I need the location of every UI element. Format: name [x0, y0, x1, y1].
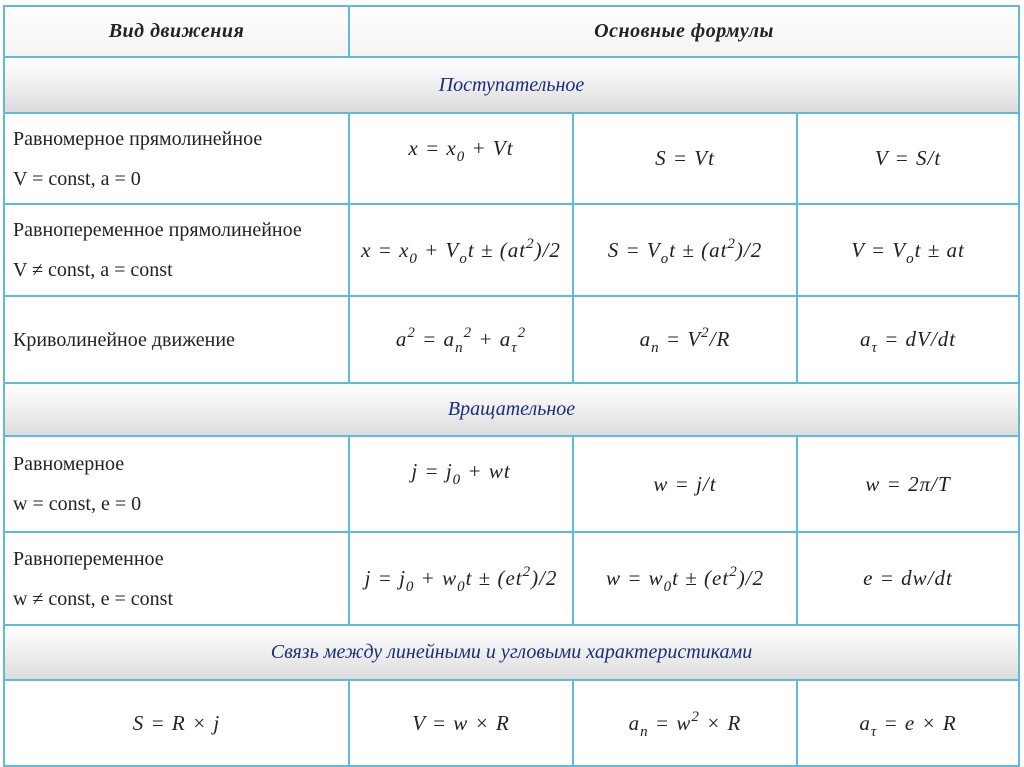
- formula-coordinate: $x = x_0 + V_ot \pm (at^2)/2$: [349, 204, 573, 296]
- formula-period: w = 2π/T: [797, 436, 1019, 532]
- header-formulas: Основные формулы: [349, 6, 1019, 57]
- motion-name: Равномерное: [13, 453, 125, 475]
- motion-condition: w ≠ const, e = const: [13, 587, 174, 610]
- section-row-translational: [4, 57, 1019, 113]
- formula-tangential-acceleration: $a_\tau = dV/dt$: [797, 296, 1019, 383]
- table-row-uniform-rotation: [4, 436, 1019, 532]
- motion-condition: w = const, e = 0: [13, 493, 142, 515]
- section-row-rotational: [4, 383, 1019, 436]
- formula-arc-length: S = R × j: [4, 680, 349, 766]
- formula-coordinate: $x = x_0 + Vt$: [349, 113, 573, 204]
- section-title-relation: Связь между линейными и угловыми характеристиками: [4, 625, 1019, 680]
- formula-velocity: V = S/t: [797, 113, 1019, 204]
- table-row-variable-linear: [4, 204, 1019, 296]
- table-row-variable-rotation: [4, 532, 1019, 625]
- header-row: [4, 6, 1019, 57]
- motion-name-cell: [4, 296, 349, 383]
- formula-distance: S = Vt: [573, 113, 797, 204]
- formula-angular-velocity: w = j/t: [573, 436, 797, 532]
- formula-distance: $S = V_ot \pm (at^2)/2$: [573, 204, 797, 296]
- formula-normal-acceleration: $a_n = w^2 \times R$: [573, 680, 797, 766]
- motion-name: Равнопеременное прямолинейное: [13, 219, 302, 241]
- motion-name-cell: [4, 204, 349, 296]
- table-row-relation: [4, 680, 1019, 766]
- motion-name-cell: [4, 113, 349, 204]
- formula-angle: $j = j_0 + w_0t \pm (et^2)/2$: [349, 532, 573, 625]
- motion-name-cell: [4, 436, 349, 532]
- table-row-uniform-linear: [4, 113, 1019, 204]
- section-row-relation: [4, 625, 1019, 680]
- formula-tangential-acceleration: $a_\tau = e \times R$: [797, 680, 1019, 766]
- table-row-curvilinear: [4, 296, 1019, 383]
- motion-condition: V ≠ const, a = const: [13, 259, 173, 281]
- formula-velocity: $V = V_ot$ ± at: [797, 204, 1019, 296]
- motion-name-cell: [4, 532, 349, 625]
- formula-angular-velocity: $w = w_0t \pm (et^2)/2$: [573, 532, 797, 625]
- formula-total-acceleration: $a^2 = a_n^2 + a_\tau^2$: [349, 296, 573, 383]
- formula-angle: $j = j_0$ + wt: [349, 436, 573, 532]
- formula-linear-velocity: V = w × R: [349, 680, 573, 766]
- motion-name: Равнопеременное: [13, 547, 164, 570]
- motion-condition: V = const, a = 0: [13, 167, 141, 190]
- formula-normal-acceleration: $a_n = V^2/R$: [573, 296, 797, 383]
- section-title-rotational: Вращательное: [4, 383, 1019, 436]
- formula-angular-acceleration: e = dw/dt: [797, 532, 1019, 625]
- section-title-translational: Поступательное: [4, 57, 1019, 113]
- motion-name: Криволинейное движение: [13, 328, 235, 351]
- formula-table: [3, 5, 1020, 767]
- header-motion-type: Вид движения: [4, 6, 349, 57]
- motion-name: Равномерное прямолинейное: [13, 127, 263, 150]
